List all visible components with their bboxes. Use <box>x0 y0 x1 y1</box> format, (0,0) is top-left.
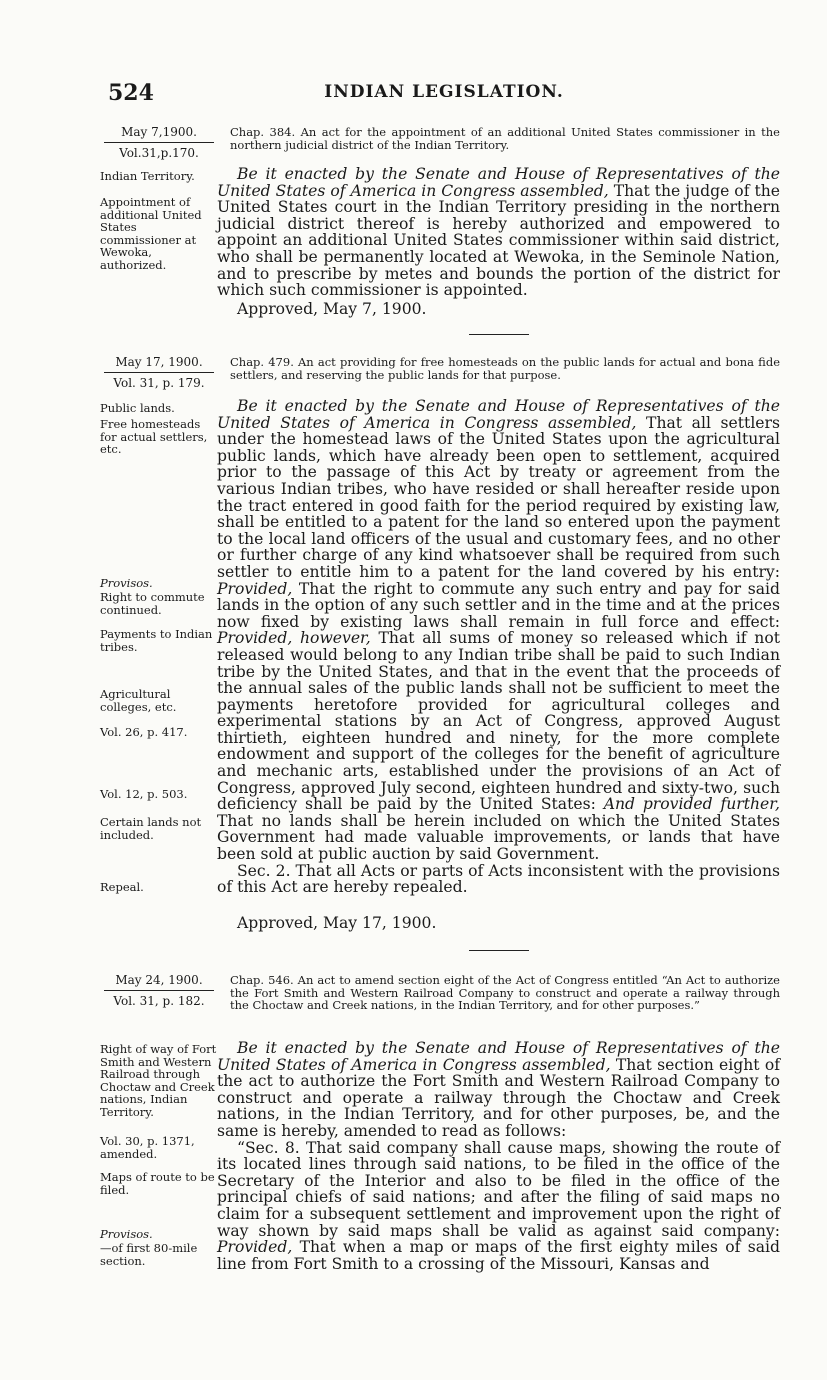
section-divider <box>469 334 529 335</box>
statute-citation: Vol. 31, p. 179. <box>113 376 205 390</box>
date-rule <box>104 142 214 143</box>
enacting-text <box>217 166 780 299</box>
page-header <box>108 80 780 110</box>
approval-line: Approved, May 17, 1900. <box>237 914 437 932</box>
statute-citation: Vol. 31, p. 182. <box>113 994 205 1008</box>
approval-line: Approved, May 7, 1900. <box>237 300 427 318</box>
proviso: And provided further, <box>603 795 780 814</box>
enacting-body: That the judge of the United States court in the Indian Territory presiding in the northern judicial district thereof is hereby authorized and empowered to appoint an additional United States commissioner within said district, who shall be permanently located at Wewoka, in the Seminole Nation, and to prescribe by metes and bounds the portion of the district for which such commissioner is appointed. <box>217 181 780 300</box>
chapter-heading: Chap. 546. An act to amend section eight of the Act of Congress entitled “An Act to authorize the Fort Smith and Western Railroad Company to construct and operate a railway through the Choctaw and Creek nations, in the Indian Territory, and for other purposes.” <box>230 973 780 1012</box>
act-date: May 24, 1900. <box>115 973 203 987</box>
margin-note: Vol. 30, p. 1371, amended. <box>100 1134 195 1161</box>
margin-note: Public lands. <box>100 401 175 415</box>
margin-note: Right of way of Fort Smith and Western Railroad through Choctaw and Creek nations, Indian Territory. <box>100 1042 217 1119</box>
margin-date-block <box>100 354 218 391</box>
margin-note: Repeal. <box>100 880 144 894</box>
chapter-546 <box>100 972 782 1272</box>
act-date: May 7,1900. <box>121 125 197 139</box>
margin-note: Indian Territory. <box>100 169 195 183</box>
margin-date-block <box>100 972 218 1009</box>
margin-note: Maps of route to be filed. <box>100 1170 215 1197</box>
proviso: Provided, however, <box>217 629 371 648</box>
proviso: Provided, <box>217 1238 293 1257</box>
margin-date-block <box>100 124 218 161</box>
margin-note: Certain lands not included. <box>100 815 202 842</box>
section-2: Sec. 2. That all Acts or parts of Acts inconsistent with the provisions of this Act are hereby repealed. <box>217 861 780 897</box>
margin-note: Vol. 26, p. 417. <box>100 725 188 739</box>
margin-note: Appointment of additional United States commissioner at Wewoka, authorized. <box>100 195 202 272</box>
chapter-384 <box>100 124 782 324</box>
margin-note: —of first 80-mile section. <box>100 1241 198 1268</box>
margin-note: Right to commute continued. <box>100 590 205 617</box>
margin-note: Free homesteads for actual settlers, etc. <box>100 417 208 456</box>
section-8-text: “Sec. 8. That said company shall cause maps, showing the route of its located lines through said nations, to be filed in the office of the Secretary of the Interior and also to be filed in the office of the principal chiefs of said nations; and after the filing of said maps no claim for a subsequent settlement and improvement upon the right of way shown by said maps shall be valid as against said company: <box>217 1138 780 1240</box>
chapter-479 <box>100 354 782 934</box>
enacting-text: Be it enacted by the Senate and House of Representatives of the United States of America in Congress assembled, That section eight of the act to authorize the Fort Smith and Western Railroad Company to construct and operate a railway through the Choctaw and Creek nations, in the Indian Territory, and for other purposes, be, and the same is hereby, amended to read as follows: “Sec. 8. That said company shall cause maps, showing the route of its located lines through said nations, to be filed in the office of the Secretary of the Interior and also to be filed in the office of the principal chiefs of said nations; and after the filing of said maps no claim for a subsequent settlement and improvement upon the right of way shown by said maps shall be valid as against said company: Provided, That when a map or maps of the first eighty miles of said line from Fort Smith to a crossing of the Missouri, Kansas and <box>217 1039 780 1273</box>
margin-note: Agricultural colleges, etc. <box>100 687 177 714</box>
date-rule <box>104 990 214 991</box>
act-date: May 17, 1900. <box>115 355 203 369</box>
margin-note: Payments to Indian tribes. <box>100 627 213 654</box>
enacting-clause: Be it enacted by the Senate and House of Representatives of the United States of America in Congress assembled, <box>217 1039 780 1074</box>
proviso: Provided, <box>217 579 293 598</box>
running-title: INDIAN LEGISLATION. <box>324 82 564 102</box>
margin-note: Provisos. <box>100 1227 153 1241</box>
chapter-heading: Chap. 384. An act for the appointment of an additional United States commissioner in the northern judicial district of the Indian Territory. <box>230 125 780 152</box>
margin-note: Vol. 12, p. 503. <box>100 787 188 801</box>
date-rule <box>104 372 214 373</box>
enacting-clause: Be it enacted by the Senate and House of Representatives of the United States of America in Congress assembled, <box>217 397 780 432</box>
statute-citation: Vol.31,p.170. <box>119 146 199 160</box>
enacting-text: Be it enacted by the Senate and House of Representatives of the United States of America in Congress assembled, That all settlers under the homestead laws of the United States upon the agricultural public lands, which have already been open to settlement, acquired prior to the passage of this Act by treaty or agreement from the various Indian tribes, who have resided or shall hereafter reside upon the tract entered in good faith for the period required by existing law, shall be entitled to a patent for the land so entered upon the payment to the local land officers of the usual and customary fees, and no other or further charge of any kind whatsoever shall be required from such settler to entitle him to a patent for the land covered by his entry: Provided, That the right to commute any such entry and pay for said lands in the option of any such settler and in the time and at the prices now fixed by existing laws shall remain in full force and effect: Provided, however, That all sums of money so released which if not released would belong to any Indian tribe shall be paid to such Indian tribe by the United States, and that in the event that the proceeds of the annual sales of the public lands shall not be sufficient to meet the payments heretofore provided for agricultural colleges and experimental stations by an Act of Congress, approved August thirtieth, eighteen hundred and ninety, for the more complete endowment and support of the colleges for the benefit of agriculture and mechanic arts, established under the provisions of an Act of Congress, approved July second, eighteen hundred and sixty-two, such deficiency shall be paid by the United States: And provided further, That no lands shall be herein included on which the United States Government had made valuable improvements, or lands that have been sold at public auction by said Government. Sec. 2. That all Acts or parts of Acts inconsistent with the provisions of this Act are hereby repealed. <box>217 397 780 897</box>
section-divider <box>469 950 529 951</box>
chapter-heading: Chap. 479. An act providing for free homesteads on the public lands for actual and bona fide settlers, and reserving the public lands for that purpose. <box>230 355 780 382</box>
page-number: 524 <box>108 80 154 106</box>
margin-note: Provisos. <box>100 576 153 590</box>
enacting-clause: Be it enacted by the Senate and House of Representatives of the United States of America in Congress assembled, <box>217 165 780 200</box>
